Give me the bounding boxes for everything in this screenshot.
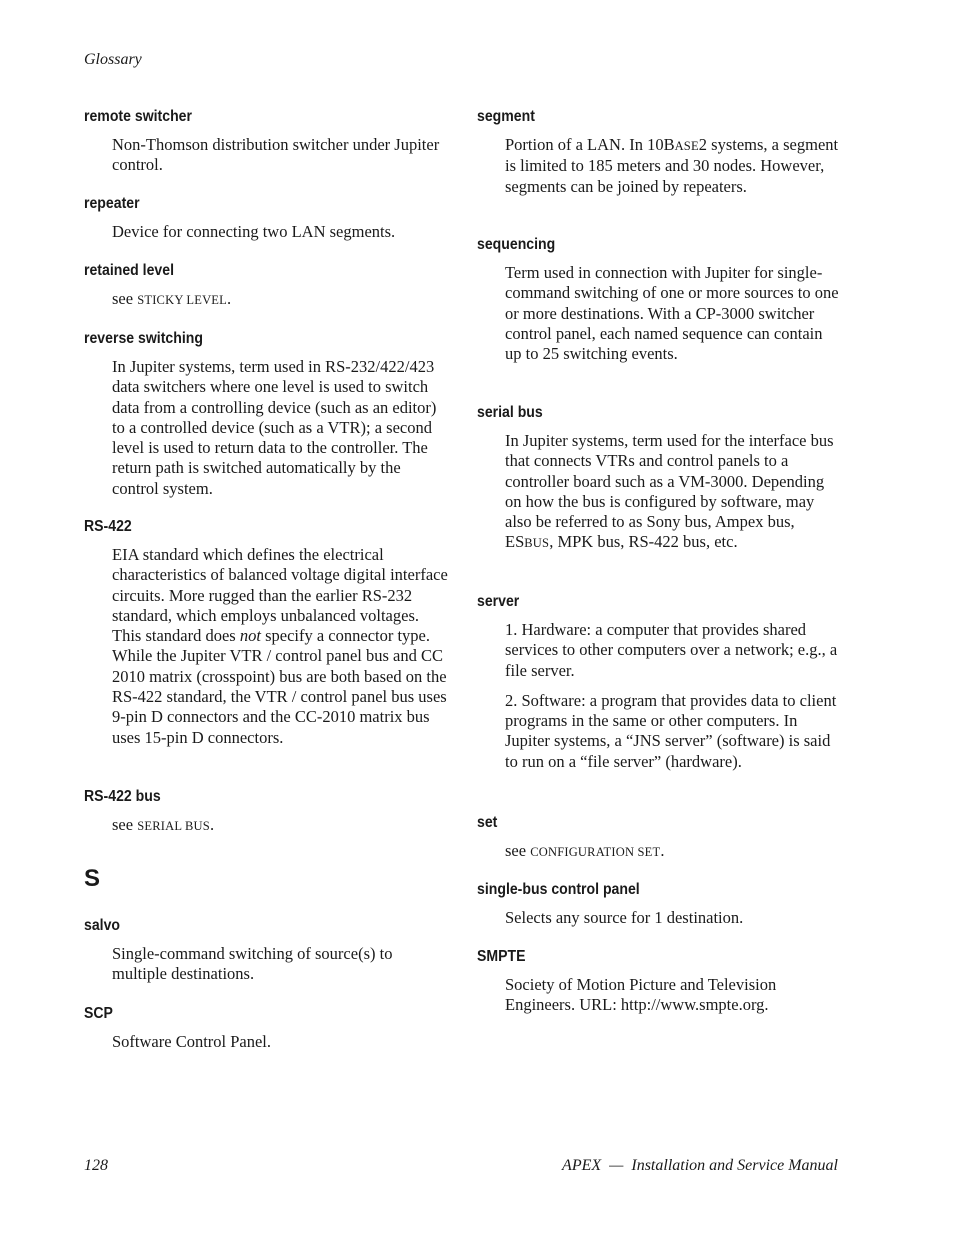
- term-definition: Term used in connection with Jupiter for single-command switching of one or more sources to one or more destinations. With a CP-3000 switcher control panel, each named sequence can contain up to 25 switching events.: [505, 263, 839, 364]
- term-title: RS-422: [84, 518, 132, 535]
- cross-reference-link[interactable]: STICKY LEVEL: [137, 293, 227, 307]
- emphasis: not: [239, 626, 261, 646]
- entry-sequencing: [477, 235, 847, 364]
- term-definition: Device for connecting two LAN segments.: [112, 222, 396, 241]
- entry-smpte: [477, 947, 847, 1016]
- term-definition: EIA standard which defines the electrical characteristics of balanced voltage digital interface circuits. More rugged than the earlier RS-232 standard, which employs unbalanced voltages. This standard does not specify a connector type. While the Jupiter VTR / control panel bus and CC 2010 matrix (crosspoint) bus are both based on the RS-422 standard, the VTR / control panel bus uses 9-pin D connectors and the CC-2010 matrix bus uses 15-pin D connectors.: [112, 545, 448, 747]
- entry-rs-422-bus: [84, 787, 454, 836]
- term-definition: Non-Thomson distribution switcher under Jupiter control.: [112, 135, 440, 175]
- cross-reference-link[interactable]: SERIAL BUS: [137, 819, 210, 833]
- see-word: see: [112, 289, 134, 308]
- term-title: repeater: [84, 195, 140, 212]
- term-definition: see SERIAL BUS.: [112, 815, 215, 834]
- entry-rs-422: [84, 517, 454, 748]
- entry-segment: [477, 107, 847, 197]
- running-header: Glossary: [84, 51, 142, 68]
- term-title: remote switcher: [84, 108, 192, 125]
- term-title: serial bus: [477, 404, 543, 421]
- term-definition: Single-command switching of source(s) to multiple destinations.: [112, 944, 393, 984]
- term-title: SCP: [84, 1005, 113, 1022]
- see-word: see: [505, 841, 527, 860]
- term-definition: In Jupiter systems, term used in RS-232/422/423 data switchers where one level is used to switch data from a controlling device (such as an editor) to a controlled device (such as a VTR); a second level is used to return data to the controller. The return path is switched automatically by the control system.: [112, 357, 437, 498]
- definition-paragraph: 2. Software: a program that provides data to client programs in the same or other computers. In Jupiter systems, a “JNS server” (software) is said to run on a “file server” (hardware).: [505, 690, 837, 771]
- term-definition: In Jupiter systems, term used for the interface bus that connects VTRs and control panels to a controller board such as a VM-3000. Depending on how the bus is configured by software, may also be referred to as Sony bus, Ampex bus, ESBUS, MPK bus, RS-422 bus, etc.: [505, 431, 834, 552]
- section-letter: S: [84, 865, 101, 892]
- term-definition: Portion of a LAN. In 10BASE2 systems, a segment is limited to 185 meters and 30 nodes. However, segments can be joined by repeaters.: [505, 135, 839, 196]
- term-definition: [505, 620, 843, 772]
- term-title: segment: [477, 108, 535, 125]
- entry-single-bus-control-panel: [477, 880, 847, 928]
- entry-retained-level: [84, 261, 454, 310]
- term-title: single-bus control panel: [477, 881, 640, 898]
- term-definition: Selects any source for 1 destination.: [505, 908, 744, 927]
- entry-set: [477, 813, 847, 862]
- running-footer-title: APEX — Installation and Service Manual: [562, 1157, 838, 1174]
- entry-server: [477, 592, 847, 782]
- term-title: set: [477, 814, 498, 831]
- entry-repeater: [84, 194, 454, 242]
- entry-reverse-switching: [84, 329, 454, 499]
- see-word: see: [112, 815, 134, 834]
- term-title: SMPTE: [477, 948, 526, 965]
- entry-remote-switcher: [84, 107, 454, 176]
- definition-paragraph: 1. Hardware: a computer that provides shared services to other computers over a network; e.g., a file server.: [505, 620, 838, 680]
- term-title: sequencing: [477, 236, 556, 253]
- term-title: retained level: [84, 262, 175, 279]
- entry-scp: [84, 1004, 454, 1052]
- term-title: reverse switching: [84, 330, 203, 347]
- page-number: 128: [84, 1157, 108, 1174]
- entry-serial-bus: [477, 403, 847, 554]
- term-title: salvo: [84, 917, 121, 934]
- term-definition: see STICKY LEVEL.: [112, 289, 232, 308]
- entry-salvo: [84, 916, 454, 985]
- cross-reference-link[interactable]: CONFIGURATION SET: [530, 845, 661, 859]
- term-title: RS-422 bus: [84, 788, 161, 805]
- term-definition: Society of Motion Picture and Television Engineers. URL: http://www.smpte.org.: [505, 975, 777, 1015]
- term-definition: Software Control Panel.: [112, 1032, 272, 1051]
- term-title: server: [477, 593, 520, 610]
- term-definition: see CONFIGURATION SET.: [505, 841, 665, 860]
